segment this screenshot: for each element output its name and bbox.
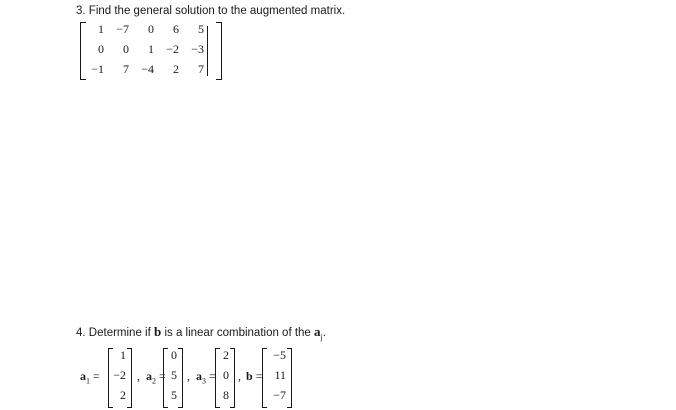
matrix-cell: 0 (123, 42, 129, 56)
matrix-cell: 5 (198, 22, 204, 36)
vector-a2-entry: 5 (171, 388, 177, 402)
vector-b-entry: −7 (273, 388, 286, 402)
question-4-end: . (322, 327, 326, 339)
vector-a2-entry: 0 (171, 348, 177, 362)
question-4-text-middle: is a linear combination of the (164, 327, 311, 339)
vector-a3-entry: 0 (223, 368, 229, 382)
question-4-bold-b: b (154, 324, 162, 339)
augmented-matrix (80, 22, 222, 82)
vector-a3-right-bracket (230, 348, 235, 408)
vector-a2-entry: 5 (171, 368, 177, 382)
question-3-number: 3. (76, 5, 86, 17)
vector-a1-right-bracket (127, 348, 132, 408)
vector-b-left-bracket (262, 348, 267, 408)
vector-a1-entry: 2 (120, 388, 126, 402)
vector-a3-separator: , (238, 369, 241, 383)
vector-a3 (215, 348, 235, 408)
matrix-cell: −4 (141, 62, 154, 76)
vector-a1 (108, 348, 132, 408)
vector-a3-left-bracket (215, 348, 220, 408)
question-4-subscript-j: j (320, 332, 323, 342)
vector-a2-right-bracket (178, 348, 183, 408)
vector-a3-name: a (196, 369, 202, 383)
matrix-cell: −7 (116, 22, 129, 36)
vector-b-entry: 11 (274, 368, 286, 382)
vector-a1-eq: = (93, 369, 100, 383)
vector-a3-label (196, 369, 216, 385)
matrix-augment-divider (207, 26, 208, 76)
matrix-cell: −2 (166, 42, 179, 56)
question-4-bold-a: a (314, 324, 321, 339)
vector-b-name: b (246, 369, 253, 383)
vector-a3-entry: 2 (223, 348, 229, 362)
vector-b-label (246, 369, 262, 384)
vector-b-right-bracket (287, 348, 292, 408)
question-4-text-before: Determine if (88, 327, 151, 339)
matrix-cell: 1 (148, 42, 154, 56)
question-4-title (76, 324, 326, 341)
vector-a2-sub: 2 (152, 376, 156, 386)
matrix-cell: 7 (123, 62, 129, 76)
matrix-cell: −1 (91, 62, 104, 76)
vector-b-entry: −5 (273, 348, 286, 362)
vector-a1-sub: 1 (86, 376, 90, 386)
matrix-right-bracket (216, 22, 222, 80)
vector-a3-sub: 3 (202, 376, 206, 386)
question-3-text: Find the general solution to the augmented matrix. (88, 5, 346, 17)
matrix-cell: −3 (191, 42, 204, 56)
vector-a1-label (80, 369, 100, 385)
vector-a2-separator: , (187, 369, 190, 383)
vector-a2-eq: = (159, 369, 166, 383)
question-3-title (76, 5, 345, 17)
matrix-cell: 0 (98, 42, 104, 56)
vector-a3-eq: = (209, 369, 216, 383)
matrix-cell: 2 (173, 62, 179, 76)
vector-b-eq: = (255, 369, 263, 383)
vector-a2-left-bracket (163, 348, 168, 408)
question-4-number: 4. (76, 327, 86, 339)
vector-a3-entry: 8 (223, 388, 229, 402)
matrix-cell: 0 (148, 22, 154, 36)
matrix-cell: 7 (198, 62, 204, 76)
vector-a1-entry: −2 (113, 368, 126, 382)
matrix-cell: 1 (98, 22, 104, 36)
vector-a1-entry: 1 (120, 348, 126, 362)
vector-a1-name: a (80, 369, 86, 383)
vector-b (262, 348, 292, 408)
vector-a1-separator: , (137, 369, 140, 383)
vector-a2-name: a (146, 369, 152, 383)
vector-a2 (163, 348, 183, 408)
matrix-cell: 6 (173, 22, 179, 36)
